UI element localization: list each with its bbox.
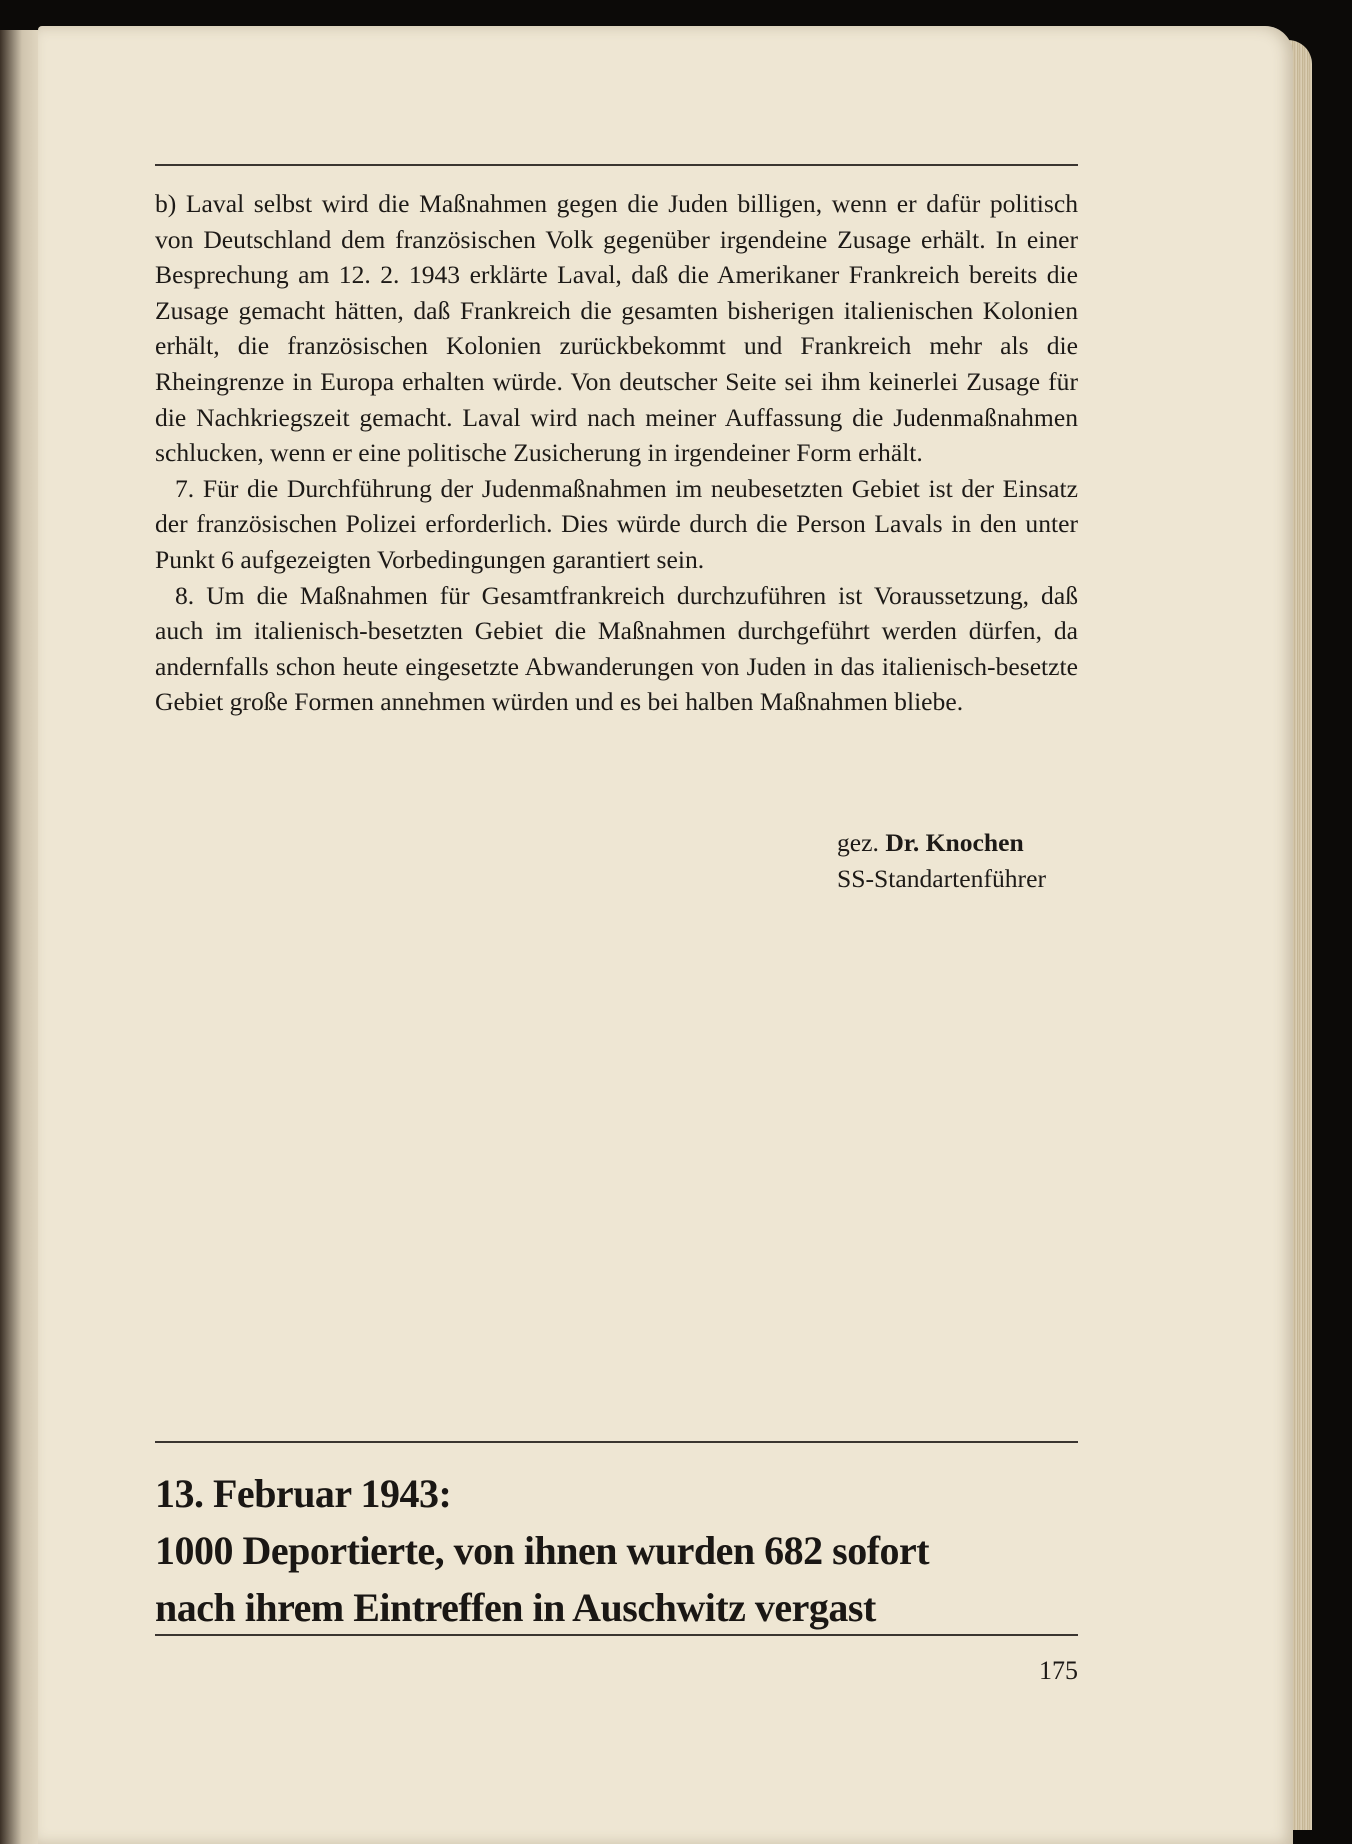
paragraph-b: b) Laval selbst wird die Maßnahmen gegen die Juden billigen, wenn er dafür politisch von Deutschland dem französischen Volk gegenüber irgendeine Zusage erhält. In einer Besprechung am 12. 2. 1943 erklärte Laval, daß die Amerikaner Frankreich bereits die Zusage gemacht hätten, daß Frankreich die gesamten bisherigen italienischen Kolonien erhält, die französischen Kolonien zurückbekommt und Frankreich mehr als die Rheingrenze in Europa erhalten würde. Von deutscher Seite sei ihm keinerlei Zusage für die Nachkriegszeit gemacht. Laval wird nach meiner Auffassung die Judenmaßnahmen schlucken, wenn er eine politische Zusicherung in irgendeiner Form erhält. bbox=[155, 189, 1078, 468]
heading-top-rule bbox=[155, 1441, 1078, 1443]
body-text bbox=[155, 186, 1078, 720]
heading-line-2: 1000 Deportierte, von ihnen wurden 682 sofort bbox=[155, 1528, 930, 1573]
page-number: 175 bbox=[1039, 1656, 1078, 1685]
paragraph-8: 8. Um die Maßnahmen für Gesamtfrankreich durchzuführen ist Voraussetzung, daß auch im italienisch-besetzten Gebiet die Maßnahmen durchgeführt werden dürfen, da andernfalls schon heute eingesetzte Abwanderungen von Juden in das italienisch-besetzte Gebiet große Formen annehmen würden und es bei halben Maßnahmen bliebe. bbox=[155, 580, 1078, 717]
section-heading bbox=[155, 1465, 1078, 1636]
signature-line bbox=[837, 825, 1046, 861]
top-rule bbox=[155, 164, 1078, 166]
signature-rank: SS-Standartenführer bbox=[837, 863, 1046, 893]
heading-date: 13. Februar 1943: bbox=[155, 1471, 452, 1516]
signature-name: Dr. Knochen bbox=[885, 828, 1024, 857]
left-page-edge bbox=[0, 30, 40, 1844]
signature-block bbox=[837, 825, 1046, 896]
heading-bottom-rule bbox=[155, 1634, 1078, 1636]
signature-prefix: gez. bbox=[837, 828, 886, 857]
paragraph-7: 7. Für die Durchführung der Judenmaßnahmen im neubesetzten Gebiet ist der Einsatz der französischen Polizei erforderlich. Dies würde durch die Person Lavals in den unter Punkt 6 aufgezeigten Vorbedingungen garantiert sein. bbox=[155, 473, 1078, 574]
heading-line-3: nach ihrem Eintreffen in Auschwitz vergast bbox=[155, 1585, 876, 1630]
